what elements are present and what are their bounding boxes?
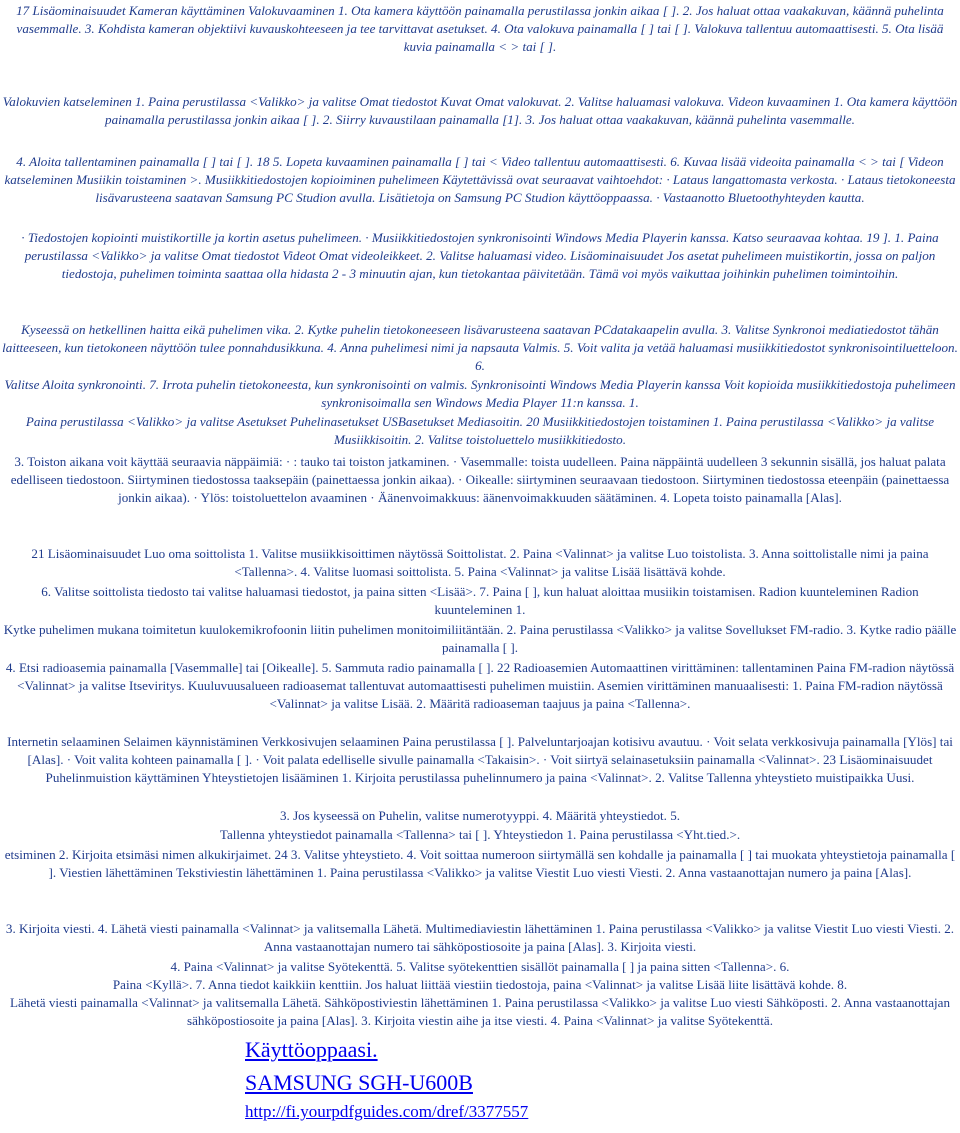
paragraph-start-sync: Valitse Aloita synkronointi. 7. Irrota puhelin tietokoneesta, kun synkronisointi on valmis. Synkronisointi Windows Media Playerin kanssa Voit kopioida musiikkitiedostoja puhelimeen synkronisoimalla sen Windows Media Player 11:n kanssa. 1. [4,377,956,411]
paragraph-email: Lähetä viesti painamalla <Valinnat> ja valitsemalla Lähetä. Sähköpostiviestin lähettäminen 1. Paina perustilassa <Valikko> ja valitse Luo viesti Sähköposti. 2. Anna vastaanottajan sähköpostiosoite ja paina [Alas]. 3. Kirjoita viestin aihe ja itse viesti. 4. Paina <Valinnat> ja valitse Syötekenttä. [9,995,951,1029]
footer-links [245,1033,945,1125]
paragraph-attach: Paina <Kyllä>. 7. Anna tiedot kaikkiin kenttiin. Jos haluat liittää viestiin tiedostoja, paina <Valinnat> ja valitse Lisää liite lisättävä kohde. 8. [112,977,848,992]
paragraph-camera-photo: 17 Lisäominaisuudet Kameran käyttäminen Valokuvaaminen 1. Ota kamera käyttöön painamalla perustilassa jonkin aikaa [ ]. 2. Jos haluat ottaa vaakakuvan, käännä puhelinta vasemmalle. 3. Kohdista kameran objektiivi kuvauskohteeseen ja tee tarvittavat asetukset. 4. Ota valokuva painamalla [ ] tai [ ]. Valokuva tallentuu automaattisesti. 5. Ota lisää kuvia painamalla < > tai [ ]. [16,3,944,55]
paragraph-playback-keys: 3. Toiston aikana voit käyttää seuraavia näppäimiä: · : tauko tai toiston jatkaminen. · Vasemmalle: toista uudelleen. Paina näppäintä uudelleen 3 sekunnin sisällä, jos haluat palata edelliseen tiedostoon. Siirtyminen tiedostossa taaksepäin (painettaessa jonkin aikaa). · Oikealle: siirtyminen seuraavaan tiedostoon. Siirtyminen tiedostossa eteenpäin (painettaessa jonkin aikaa). · Ylös: toistoluettelon avaaminen · Äänenvoimakkuus: äänenvoimakkuuden säätäminen. 4. Lopeta toisto painamalla [Alas]. [10,454,950,506]
paragraph-sync-steps: Kyseessä on hetkellinen haitta eikä puhelimen vika. 2. Kytke puhelin tietokoneeseen lisävarusteena saatavan PCdatakaapelin avulla. 3. Valitse Synkronoi mediatiedostot tähän laitteeseen, kun tietokoneen näyttöön tulee ponnahdusikkuna. 4. Anna puhelimesi nimi ja napsauta Valmis. 5. Voit valita ja vetää haluamasi musiikkitiedostot synkronisointiluetteloon. 6. [2,322,958,374]
paragraph-search-contact: etsiminen 2. Kirjoita etsimäsi nimen alkukirjaimet. 24 3. Valitse yhteystieto. 4. Voit soittaa numeroon siirtymällä sen kohdalle ja painamalla [ ] tai muokata yhteystietoja painamalla [ ]. Viestien lähettäminen Tekstiviestin lähettäminen 1. Paina perustilassa <Valikko> ja valitse Viestit Luo viesti Viesti. 2. Anna vastaanottajan numero ja paina [Alas]. [4,847,956,881]
paragraph-music-player: Paina perustilassa <Valikko> ja valitse Asetukset Puhelinasetukset USBasetukset Mediasoitin. 20 Musiikkitiedostojen toistaminen 1. Paina perustilassa <Valikko> ja valitse Musiikkisoitin. 2. Valitse toistoluettelo musiikkitiedosto. [25,414,935,448]
paragraph-radio-intro: 6. Valitse soittolista tiedosto tai valitse haluamasi tiedostot, ja paina sitten <Lisää>. 7. Paina [ ], kun haluat aloittaa musiikin toistamisen. Radion kuunteleminen Radion kuunteleminen 1. [41,584,919,618]
paragraph-contact-type: 3. Jos kyseessä on Puhelin, valitse numerotyyppi. 4. Määritä yhteystiedot. 5. [279,808,681,823]
model-link[interactable]: SAMSUNG SGH-U600B [245,1070,473,1095]
paragraph-view-photos: Valokuvien katseleminen 1. Paina perustilassa <Valikko> ja valitse Omat tiedostot Kuvat Omat valokuvat. 2. Valitse haluamasi valokuva. Videon kuvaaminen 1. Ota kamera käyttöön painamalla perustilassa jonkin aikaa [ ]. 2. Siirry kuvaustilaan painamalla [1]. 3. Jos haluat ottaa vaakakuvan, käännä puhelinta vasemmalle. [2,94,958,128]
manual-link[interactable]: Käyttöoppaasi. [245,1037,378,1062]
url-link[interactable]: http://fi.yourpdfguides.com/dref/3377557 [245,1102,529,1121]
paragraph-save-contact: Tallenna yhteystiedot painamalla <Tallenna> tai [ ]. Yhteystiedon 1. Paina perustilassa <Yht.tied.>. [219,827,741,842]
paragraph-input-field: 4. Paina <Valinnat> ja valitse Syötekenttä. 5. Valitse syötekenttien sisällöt painamalla [ ] ja paina sitten <Tallenna>. 6. [170,959,790,974]
paragraph-playlist: 21 Lisäominaisuudet Luo oma soittolista 1. Valitse musiikkisoittimen näytössä Soittolistat. 2. Paina <Valinnat> ja valitse Luo toistolista. 3. Anna soittolistalle nimi ja paina <Tallenna>. 4. Valitse luomasi soittolista. 5. Paina <Valinnat> ja valitse Lisää lisättävä kohde. [31,546,929,580]
paragraph-mms: 3. Kirjoita viesti. 4. Lähetä viesti painamalla <Valinnat> ja valitsemalla Lähetä. Multimediaviestin lähettäminen 1. Paina perustilassa <Valikko> ja valitse Viestit Luo viesti Viesti. 2. Anna vastaanottajan numero tai sähköpostiosoite ja paina [Alas]. 3. Kirjoita viesti. [5,921,955,955]
paragraph-radio-stations: 4. Etsi radioasemia painamalla [Vasemmalle] tai [Oikealle]. 5. Sammuta radio painamalla [ ]. 22 Radioasemien Automaattinen virittäminen: tallentaminen Paina FM-radion näytössä <Valinnat> ja valitse Itseviritys. Kuuluvuusalueen radioasemat tallentuvat automaattisesti puhelimen muistiin. Asemien virittäminen manuaalisesti: 1. Paina FM-radion näytössä <Valinnat> ja valitse Lisää. 2. Määritä radioaseman taajuus ja paina <Tallenna>. [5,660,955,712]
paragraph-internet-contacts: Internetin selaaminen Selaimen käynnistäminen Verkkosivujen selaaminen Paina perustilassa [ ]. Palveluntarjoajan kotisivu avautuu. · Voit selata verkkosivuja painamalla [Ylös] tai [Alas]. · Voit valita kohteen painamalla [ ]. · Voit palata edelliselle sivulle painamalla <Takaisin>. · Voit siirtyä selainasetuksiin painamalla <Valinnat>. 23 Lisäominaisuudet Puhelinmuistion käyttäminen Yhteystietojen lisääminen 1. Kirjoita perustilassa puhelinnumero ja paina <Valinnat>. 2. Valitse Tallenna yhteystieto muistipaikka Uusi. [7,734,953,786]
paragraph-radio-connect: Kytke puhelimen mukana toimitetun kuulokemikrofoonin liitin puhelimen monitoimiliitäntään. 2. Paina perustilassa <Valikko> ja valitse Sovellukset FM-radio. 3. Kytke radio päälle painamalla [ ]. [3,622,957,656]
paragraph-record-video: 4. Aloita tallentaminen painamalla [ ] tai [ ]. 18 5. Lopeta kuvaaminen painamalla [ ] tai < Video tallentuu automaattisesti. 6. Kuvaa lisää videoita painamalla < > tai [ Videon katseleminen Musiikin toistaminen >. Musiikkitiedostojen kopioiminen puhelimeen Käytettävissä ovat seuraavat vaihtoehdot: · Lataus langattomasta verkosta. · Lataus tietokoneesta lisävarusteena saatavan Samsung PC Studion avulla. Lisätietoja on Samsung PC Studion käyttöoppaassa. · Vastaanotto Bluetoothyhteyden kautta. [4,154,956,206]
paragraph-copy-files: · Tiedostojen kopiointi muistikortille ja kortin asetus puhelimeen. · Musiikkitiedostojen synkronisointi Windows Media Playerin kanssa. Katso seuraavaa kohtaa. 19 ]. 1. Paina perustilassa <Valikko> ja valitse Omat tiedostot Videot Omat videoleikkeet. 2. Valitse haluamasi video. Lisäominaisuudet Jos asetat puhelimeen muistikortin, jossa on paljon tiedostoja, puhelimen toiminta saattaa olla hidasta 2 - 3 minuutin ajan, kun tietokantaa päivitetään. Tämä voi myös vaikuttaa joihinkin puhelimen toimintoihin. [21,230,939,282]
